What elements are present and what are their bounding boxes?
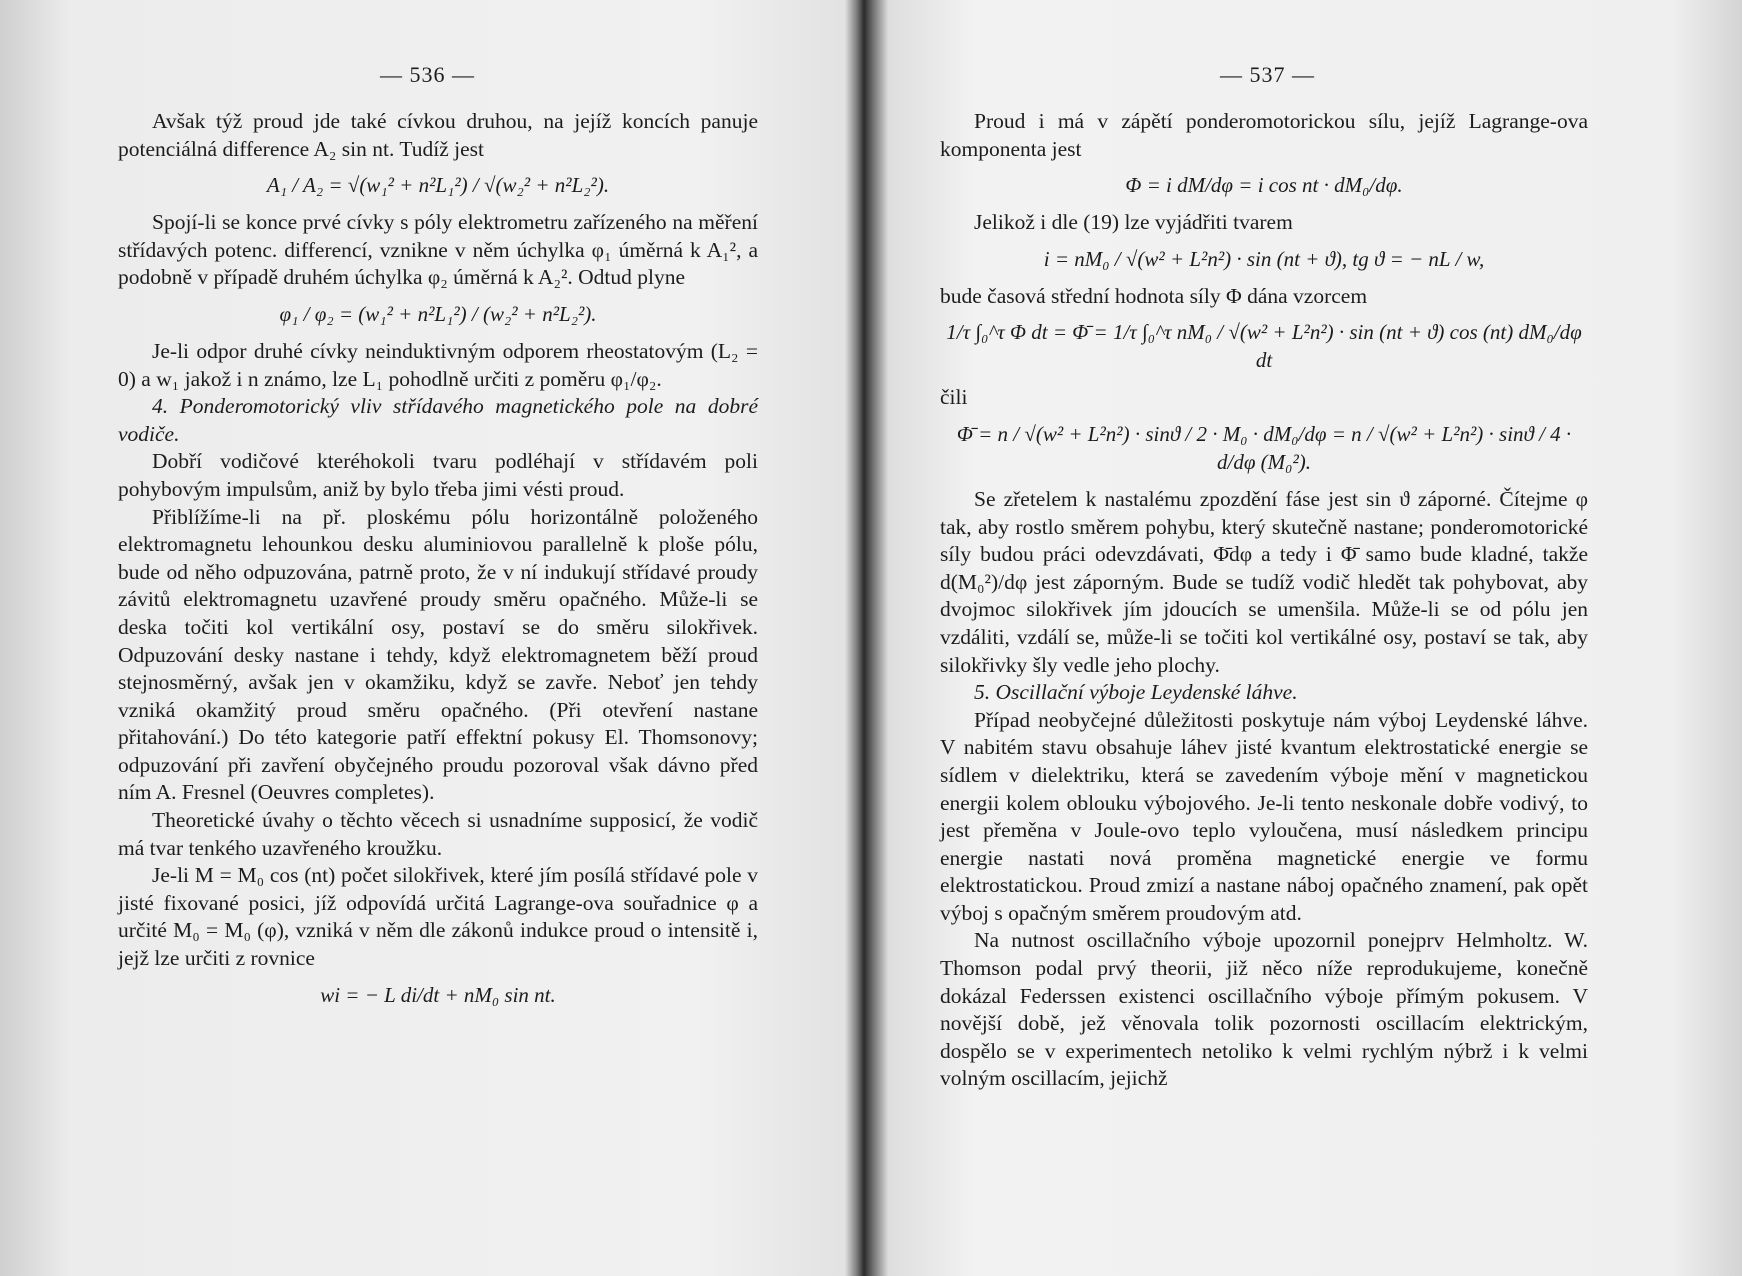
paragraph: Se zřetelem k nastalému zpozdění fáse jest sin ϑ záporné. Čítejme φ tak, aby rostlo směrem pohybu, který skutečně nastane; ponderomotorické síly budou práci odevzdávati, Φ̄dφ a tedy i Φ̄ samo bude kladné, takže d(M₀²)/dφ jest záporným. Bude se tudíž vodič hledět tak pohybovat, aby dvojmoc silokřivek jím jdoucích se umenšila. Může-li se od pólu jen vzdáliti, vzdálí se, může-li se točiti kol vertikálné osy, postaví se tak, aby silokřivky šly vedle jeho plochy. [940, 486, 1588, 677]
section-heading-text: 4. Ponderomotorický vliv střídavého magnetického pole na dobré vodiče. [118, 394, 758, 446]
paragraph: Přiblížíme-li na př. ploskému pólu horizontálně položeného elektromagnetu lehounkou desku aluminiovou parallelně k ploše pólu, bude od něho odpuzována, patrně proto, že v ní indukují střídavé proudy závitů elektromagnetu uzavřené proudy směru opačného. Může-li se deska točiti kol vertikální osy, postaví se do směru silokřivek. Odpuzování desky nastane i tehdy, když elektromagnetem běží proud stejnosměrný, avšak jen v okamžiku, když se zavře. Neboť jen tehdy vzniká okamžitý proud směru opačného. (Při otevření nastane přitahování.) Do této kategorie patří effektní pokusy El. Thomsonovy; odpuzování při zavření obyčejného proudu pozoroval však dávno před ním A. Fresnel (Oeuvres completes). [118, 504, 758, 805]
equation: i = nM₀ / √(w² + L²n²) · sin (nt + ϑ), tg ϑ = − nL / w, [1043, 246, 1485, 271]
right-page [880, 0, 1742, 1276]
left-page [0, 0, 850, 1276]
equation: φ₁ / φ₂ = (w₁² + n²L₁²) / (w₂² + n²L₂²). [279, 301, 597, 326]
paragraph: Avšak týž proud jde také cívkou druhou, na jejíž koncích panuje potenciálná difference A₂ sin nt. Tudíž jest [118, 109, 758, 161]
section-heading [118, 393, 758, 448]
paragraph: Je-li odpor druhé cívky neinduktivným odporem rheostatovým (L₂ = 0) a w₁ jakož i n známo, lze L₁ pohodlně určiti z poměru φ₁/φ₂. [118, 338, 758, 391]
page-number: — 537 — [1220, 62, 1315, 87]
paragraph: Spojí-li se konce prvé cívky s póly elektrometru zařízeného na měření střídavých potenc. differencí, vznikne v něm úchylka φ₁ úměrná k A₁², a podobně v případě druhém úchylka φ₂ úměrná k A₂². Odtud plyne [118, 210, 758, 290]
paragraph: Případ neobyčejné důležitosti poskytuje nám výboj Leydenské láhve. V nabitém stavu obsahuje láhev jisté kvantum elektrostatické energie se sídlem v dielektriku, která se zavedením výboje mění v magnetickou energii kolem oblouku výbojového. Je-li tento neskonale dobře vodivý, to jest přeměna v Joule-ovo teplo vyloučena, musí následkem principu energie nastati nová proměna magnetické energie ve formu elektrostatickou. Proud zmizí a nastane náboj opačného znamení, pak opět výboj s opačným směrem proudovým atd. [940, 707, 1588, 925]
equation: Φ = i dM/dφ = i cos nt · dM₀/dφ. [1125, 173, 1403, 198]
paragraph: Jelikož i dle (19) lze vyjádřiti tvarem [974, 210, 1293, 235]
paragraph: Na nutnost oscillačního výboje upozornil ponejprv Helmholtz. W. Thomson podal prvý theorii, již něco níže reprodukujeme, konečně dokázal Federssen existenci oscillačního výboje přímým pokusem. V novější době, jež věnovala tolik pozornosti oscillacím elektrickým, dospělo se v experimentech netoliko k velmi rychlým nýbrž i k velmi volným oscillacím, jejichž [940, 928, 1588, 1091]
equation: A₁ / A₂ = √(w₁² + n²L₁²) / √(w₂² + n²L₂²). [266, 173, 610, 198]
paragraph: Theoretické úvahy o těchto věcech si usnadníme supposicí, že vodič má tvar tenkého uzavřeného kroužku. [118, 808, 758, 860]
page-number: — 536 — [380, 62, 475, 87]
page-body [118, 108, 758, 1019]
paragraph: Dobří vodičové kteréhokoli tvaru podléhají v střídavém poli pohybovým impulsům, aniž by bylo třeba jimi vésti proud. [118, 449, 758, 501]
equation: Φ̄ = n / √(w² + L²n²) · sinϑ / 2 · M₀ · dM₀/dφ = n / √(w² + L²n²) · sinϑ / 4 · d/dφ (M₀²). [956, 421, 1572, 474]
section-heading [940, 679, 1588, 707]
equation: wi = − L di/dt + nM₀ sin nt. [320, 982, 556, 1007]
equation: 1/τ ∫₀^τ Φ dt = Φ̄ = 1/τ ∫₀^τ nM₀ / √(w² + L²n²) · sin (nt + ϑ) cos (nt) dM₀/dφ dt [946, 320, 1582, 373]
paragraph: Je-li M = M₀ cos (nt) počet silokřivek, které jím posílá střídavé pole v jisté fixované posici, jíž odpovídá určitá Lagrange-ova souřadnice φ a určité M₀ = M₀ (φ), vzniká v něm dle zákonů indukce proud o intensitě i, jejž lze určiti z rovnice [118, 863, 758, 971]
paragraph: Proud i má v zápětí ponderomotorickou sílu, jejíž Lagrange-ova komponenta jest [940, 109, 1588, 161]
paragraph: bude časová střední hodnota síly Φ dána vzorcem [940, 283, 1368, 308]
section-heading-text: 5. Oscillační výboje Leydenské láhve. [974, 680, 1298, 705]
paragraph: čili [940, 385, 968, 410]
page-body [940, 108, 1588, 1093]
